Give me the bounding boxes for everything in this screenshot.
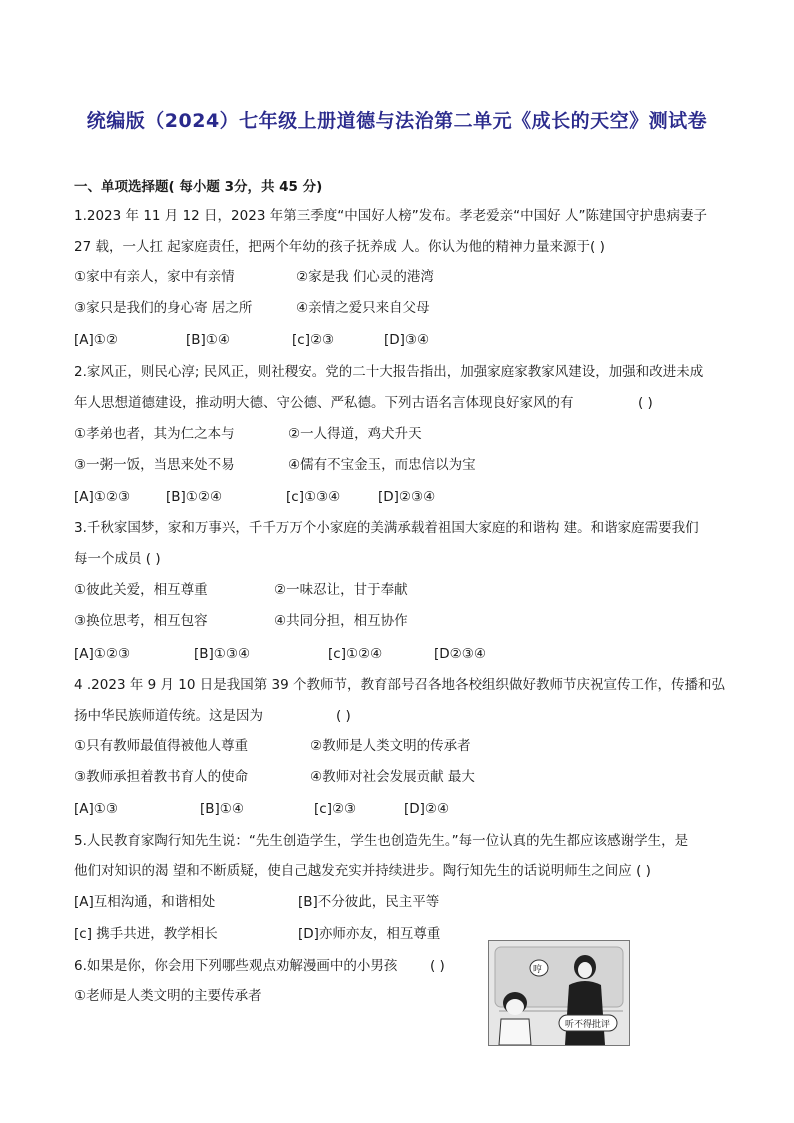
q3-statement-2: ②一味忍让，甘于奉献 [274, 582, 408, 598]
q5-stem-line2: 他们对知识的渴 望和不断质疑，使自己越发充实并持续进步。陶行知先生的话说明师生之间应 ( ) [74, 863, 651, 879]
boy-speech-text: 哼 [533, 965, 543, 975]
q4-stem-text: 扬中华民族师道传统。这是因为 [74, 708, 263, 724]
q4-statement-3: ③教师承担着教书育人的使命 [74, 769, 249, 785]
q5-choice-c[interactable]: [c] 携手共进，教学相长 [74, 926, 218, 942]
q3-stem-line2: 每一个成员 ( ) [74, 551, 161, 567]
q1-statement-3: ③家只是我们的身心寄 居之所 [74, 300, 253, 316]
page-title: 统编版（2024）七年级上册道德与法治第二单元《成长的天空》测试卷 [86, 110, 708, 132]
q6-answer-blank: ( ) [430, 958, 445, 974]
q3-statement-1: ①彼此关爱，相互尊重 [74, 582, 208, 598]
q4-choice-d[interactable]: [D]②④ [404, 801, 450, 817]
q1-choice-d[interactable]: [D]③④ [384, 332, 430, 348]
q2-statement-2: ②一人得道，鸡犬升天 [288, 426, 422, 442]
q1-statement-1: ①家中有亲人，家中有亲情 [74, 269, 235, 285]
q2-choice-c[interactable]: [c]①③④ [286, 489, 341, 505]
q4-stem-line1: 4 .2023 年 9 月 10 日是我国第 39 个教师节，教育部号召各地各校组织做好教师节庆祝宣传工作，传播和弘 [74, 677, 726, 693]
comic-illustration [488, 940, 630, 1046]
q2-stem-line2 [74, 394, 653, 412]
q2-choice-b[interactable]: [B]①②④ [166, 489, 223, 505]
q4-statement-1: ①只有教师最值得被他人尊重 [74, 738, 249, 754]
q1-statement-4: ④亲情之爱只来自父母 [296, 300, 430, 316]
q1-statement-2: ②家是我 们心灵的港湾 [296, 269, 434, 285]
q3-choice-d[interactable]: [D②③④ [434, 646, 486, 662]
comic-drawing [489, 941, 629, 1045]
q2-stem-text: 年人思想道德建设，推动明大德、守公德、严私德。下列古语名言体现良好家风的有 [74, 395, 574, 411]
q3-statement-3: ③换位思考，相互包容 [74, 613, 208, 629]
q5-stem-line1: 5.人民教育家陶行知先生说：“先生创造学生，学生也创造先生。”每一位认真的先生都应该感谢学生，是 [74, 833, 689, 849]
q1-stem-line1: 1.2023 年 11 月 12 日，2023 年第三季度“中国好人榜”发布。孝老爱亲“中国好 人”陈建国守护患病妻子 [74, 208, 707, 224]
q5-choice-d[interactable]: [D]亦师亦友，相互尊重 [298, 926, 441, 942]
q1-choice-a[interactable]: [A]①② [74, 332, 118, 348]
q4-choice-b[interactable]: [B]①④ [200, 801, 245, 817]
q4-stem-line2 [74, 707, 351, 725]
boy-body [499, 1019, 531, 1045]
q4-statement-4: ④教师对社会发展贡献 最大 [310, 769, 475, 785]
q3-choice-a[interactable]: [A]①②③ [74, 646, 131, 662]
q3-stem-line1: 3.千秋家国梦，家和万事兴，千千万万个小家庭的美满承载着祖国大家庭的和谐构 建。和谐家庭需要我们 [74, 520, 699, 536]
q2-choice-a[interactable]: [A]①②③ [74, 489, 131, 505]
q6-statement-1: ①老师是人类文明的主要传承者 [74, 988, 262, 1004]
q6-stem-text: 6.如果是你，你会用下列哪些观点劝解漫画中的小男孩 [74, 958, 398, 974]
q1-choice-b[interactable]: [B]①④ [186, 332, 231, 348]
q2-statement-4: ④儒有不宝金玉，而忠信以为宝 [288, 457, 476, 473]
q4-answer-blank: ( ) [336, 708, 351, 724]
q4-choice-c[interactable]: [c]②③ [314, 801, 357, 817]
q2-statement-3: ③一粥一饭，当思来处不易 [74, 457, 235, 473]
q2-answer-blank: ( ) [638, 395, 653, 411]
q3-choice-b[interactable]: [B]①③④ [194, 646, 251, 662]
q3-statement-4: ④共同分担，相互协作 [274, 613, 408, 629]
teacher-body [565, 981, 605, 1045]
q1-stem-line2: 27 载，一人扛 起家庭责任，把两个年幼的孩子抚养成 人。你认为他的精神力量来源于( ) [74, 239, 605, 255]
q2-stem-line1: 2.家风正，则民心淳; 民风正，则社稷安。党的二十大报告指出，加强家庭家教家风建设，加强和改进未成 [74, 364, 704, 380]
q2-statement-1: ①孝弟也者，其为仁之本与 [74, 426, 235, 442]
q2-choice-d[interactable]: [D]②③④ [378, 489, 436, 505]
q5-choice-a[interactable]: [A]互相沟通，和谐相处 [74, 894, 216, 910]
q1-choice-c[interactable]: [c]②③ [292, 332, 335, 348]
q5-choice-b[interactable]: [B]不分彼此，民主平等 [298, 894, 440, 910]
section-heading: 一、单项选择题( 每小题 3分，共 45 分) [74, 179, 323, 195]
caption-text: 听不得批评 [565, 1020, 611, 1030]
q4-statement-2: ②教师是人类文明的传承者 [310, 738, 471, 754]
q6-stem-line1 [74, 957, 445, 975]
q4-choice-a[interactable]: [A]①③ [74, 801, 118, 817]
q3-choice-c[interactable]: [c]①②④ [328, 646, 383, 662]
